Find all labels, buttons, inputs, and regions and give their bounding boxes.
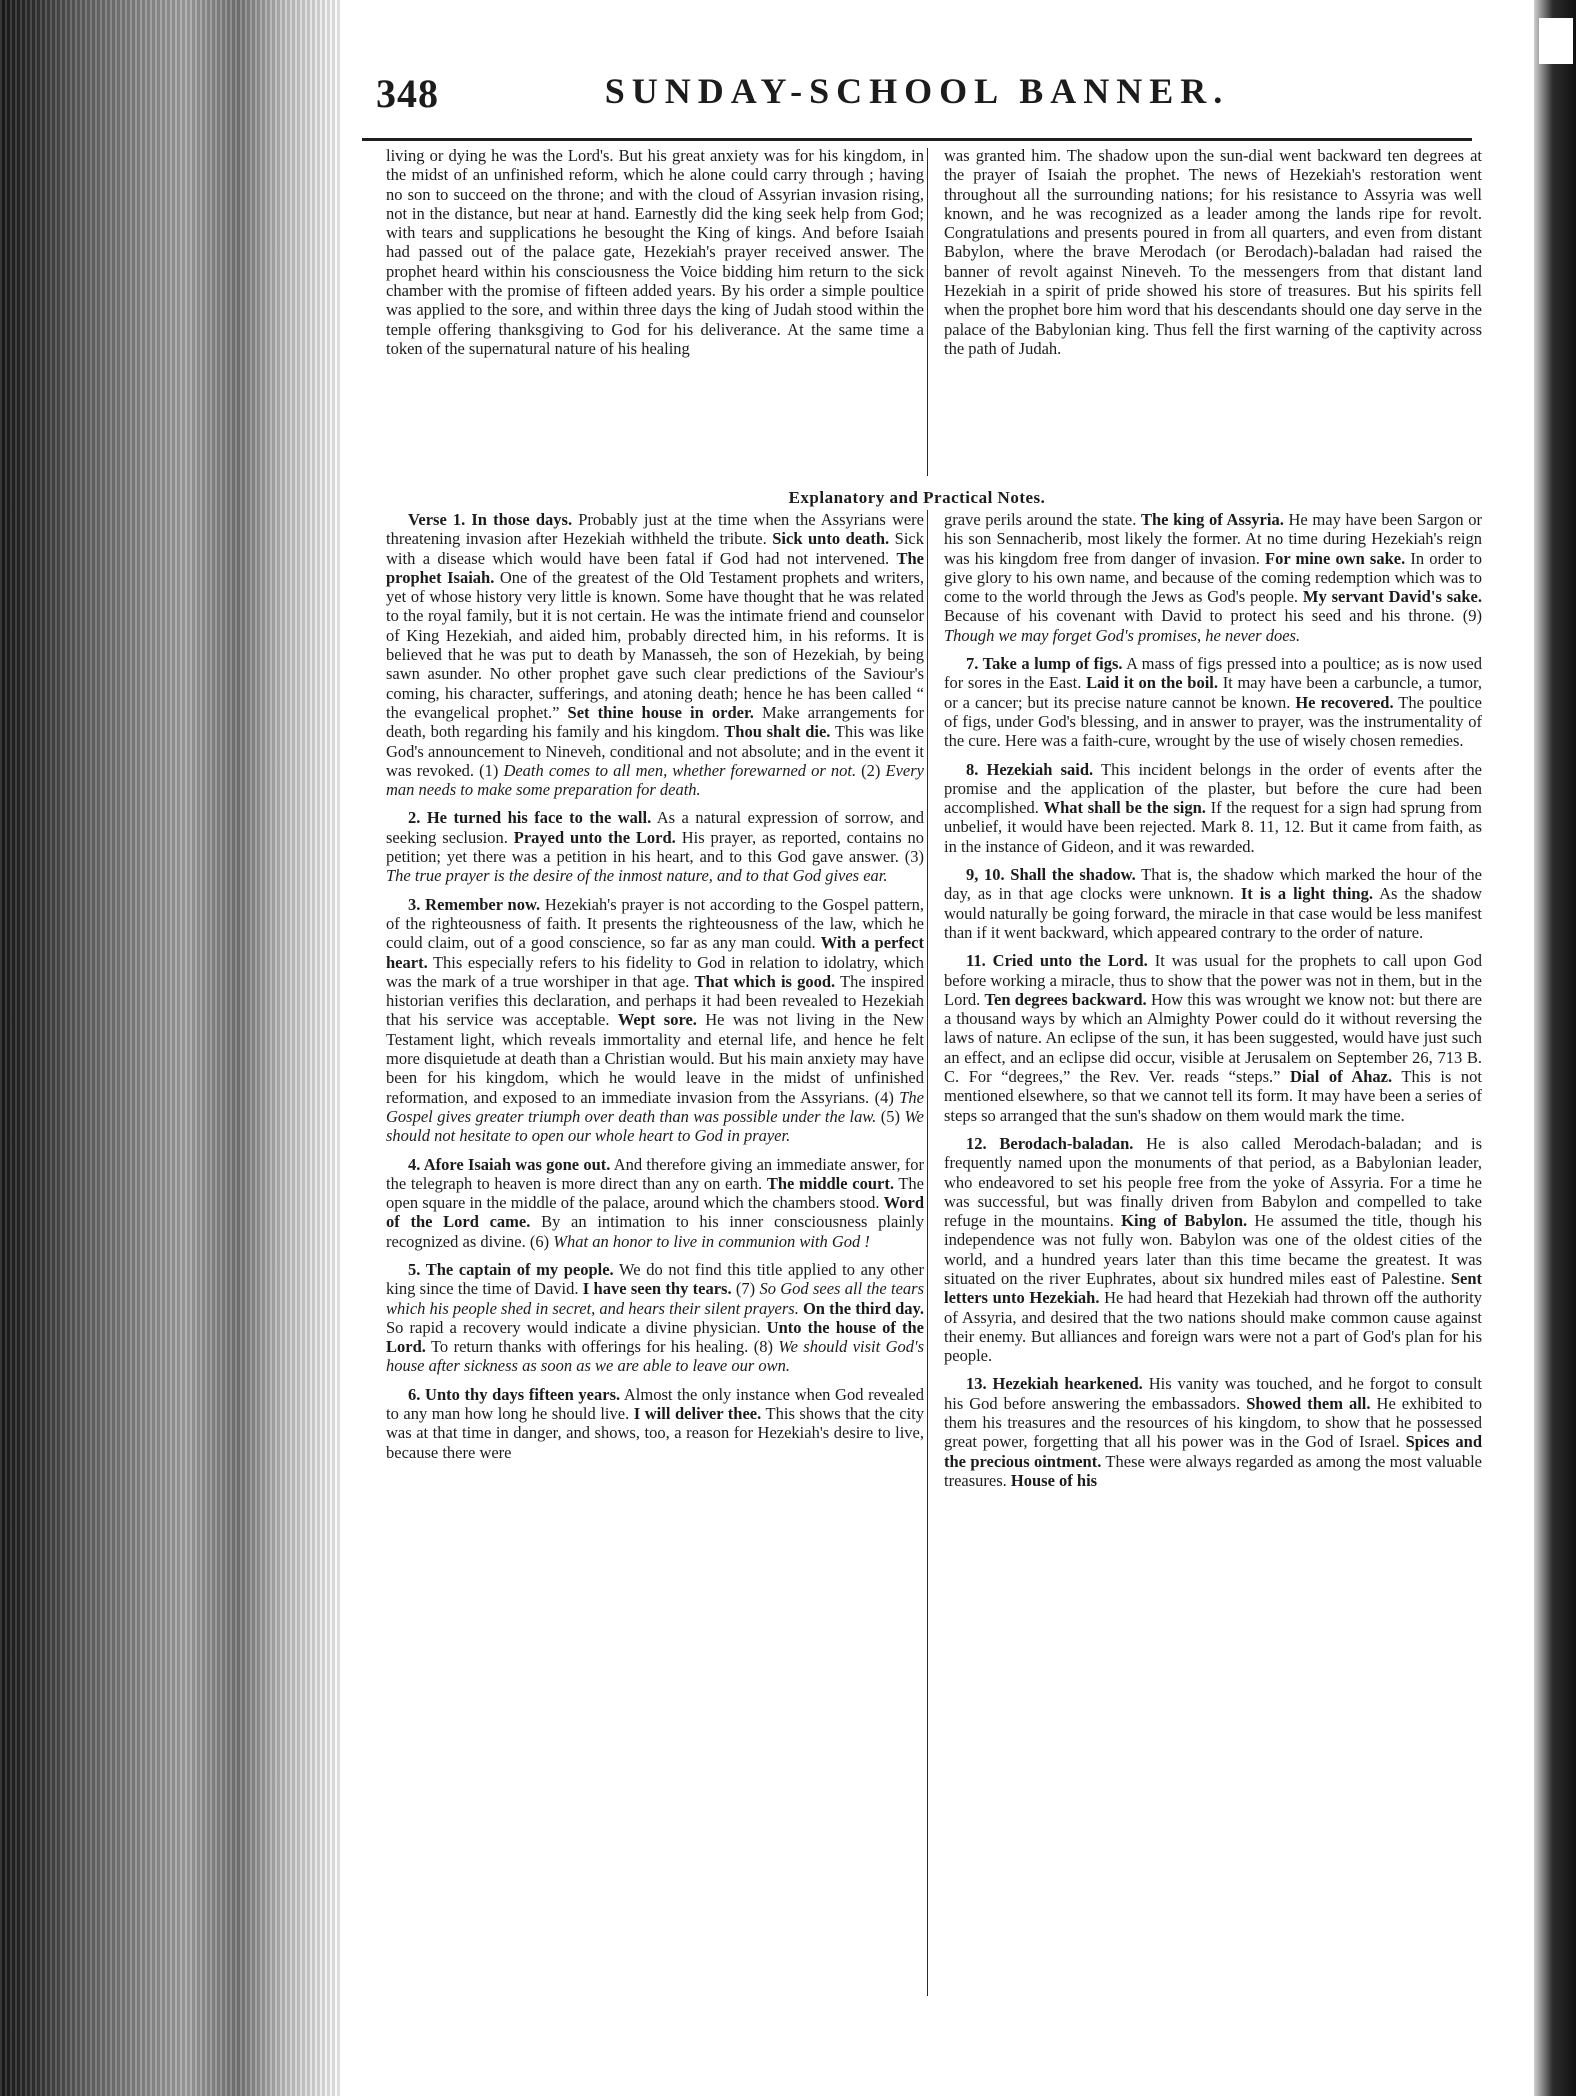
note-heading: 4. Afore Isaiah was gone out. (408, 1154, 611, 1174)
note-heading: 6. Unto thy days fifteen years. (408, 1384, 621, 1404)
notes-column-right (944, 510, 1482, 1490)
note-text: Hezekiah's prayer is not according to the Gospel pattern, of the righteousness of faith. It presents the righteousness of the law, which he could claim, out of a good conscience, so far as any man could. (386, 894, 924, 953)
note-text: Sick with a disease which would have been fatal if God had not intervened. (386, 529, 924, 568)
note-text: The open square in the middle of the palace, around which the chambers stood. (386, 1173, 924, 1213)
page-number: 348 (376, 71, 439, 116)
note-heading: Unto the house of the Lord. (386, 1317, 924, 1357)
note-text: Probably just at the time when the Assyrians were threatening invasion after Hezekiah withheld the tribute. (386, 510, 925, 549)
note-verse-8 (944, 760, 1482, 856)
intro-paragraph: was granted him. The shadow upon the sun-dial went backward ten degrees at the prayer of Isaiah the prophet. The news of Hezekiah's restoration went throughout all the surrounding nations; for his resistance to Assyria was well known, and he was recognized as a leader among the lands ripe for revolt. Congratulations and presents poured in from all quarters, and even from distant Babylon, where the brave Merodach (or Berodach)-baladan had raised the banner of revolt against Nineveh. To the messengers from that distant land Hezekiah in a spirit of pride showed his store of treasures. But his spirits fell when the prophet bore him word that his descendants should one day serve in the palace of the Babylonian king. Thus fell the first warning of the captivity across the path of Judah. (944, 146, 1482, 358)
note-heading: The king of Assyria. (1141, 510, 1284, 529)
note-text: He exhibited to them his treasures and the resources of his kingdom, to show that he possessed great power, forgetting that all his power was in the God of Israel. (944, 1393, 1483, 1452)
note-heading: 5. The captain of my people. (408, 1259, 614, 1279)
note-lesson: We should not hesitate to open our whole heart to God in prayer. (386, 1106, 925, 1146)
note-text: A mass of figs pressed into a poultice; as is now used for sores in the East. (944, 654, 1482, 693)
note-heading: Thou shalt die. (724, 722, 831, 742)
note-text: As the shadow would naturally be going forward, the miracle in that case would be less manifest than if it went backward, which appeared contrary to the order of nature. (944, 884, 1482, 942)
note-heading: For mine own sake. (1265, 548, 1406, 568)
note-lesson: Death comes to all men, whether forewarned or not. (503, 760, 857, 780)
note-text: This especially refers to his fidelity to God in relation to idolatry, which was the mark of a true worshiper in that age. (386, 952, 924, 991)
note-text: To return thanks with offerings for his healing. (8) (425, 1337, 779, 1357)
note-text: We do not find this title applied to any other king since the time of David. (386, 1259, 924, 1299)
note-heading: 13. Hezekiah hearkened. (966, 1374, 1143, 1394)
note-heading: House of his (1010, 1470, 1098, 1490)
note-lesson: We should visit God's house after sickness as soon as we are able to leave our own. (386, 1337, 924, 1376)
column-divider-top (927, 148, 928, 476)
note-heading: Set thine house in order. (567, 702, 754, 722)
note-text: And therefore giving an immediate answer, for the telegraph to heaven is more direct than any on earth. (386, 1154, 924, 1193)
document-page (362, 70, 1483, 1490)
intro-column-left (386, 146, 924, 358)
note-heading: On the third day. (802, 1298, 925, 1318)
note-lesson: So God sees all the tears which his people shed in secret, and hears their silent prayers. (386, 1279, 924, 1318)
note-heading: 11. Cried unto the Lord. (966, 951, 1148, 971)
note-text: This shows that the city was at that time in danger, and shows, too, a reason for Hezekiah's desire to live, because there were (386, 1404, 925, 1462)
note-heading: Word of the Lord came. (386, 1193, 924, 1232)
note-heading: 8. Hezekiah said. (966, 759, 1094, 779)
note-heading: Ten degrees backward. (984, 989, 1147, 1009)
note-heading: That which is good. (694, 971, 836, 991)
note-heading: 2. He turned his face to the wall. (408, 808, 652, 828)
note-verse-4 (386, 1155, 924, 1251)
note-heading: Laid it on the boil. (1086, 673, 1219, 693)
section-heading: Explanatory and Practical Notes. (788, 488, 1046, 507)
column-divider-notes (927, 510, 928, 1996)
page-header (362, 70, 1472, 130)
note-lesson: The true prayer is the desire of the inmost nature, and to that God gives ear. (386, 866, 888, 886)
note-text: Because of his covenant with David to protect his seed and his throne. (9) (944, 606, 1482, 626)
header-rule (362, 138, 1472, 141)
note-heading: What shall be the sign. (1043, 798, 1206, 818)
note-text: He is also called Merodach-baladan; and is frequently named upon the monuments of that period, as a Babylonian leader, who endeavored to set his people free from the yoke of Assyria. For a time he was successful, but was finally driven from Babylon and compelled to take refuge in the mountains. (944, 1133, 1483, 1231)
note-text: If the request for a sign had sprung from unbelief, it would have been rejected. Mark 8. 11, 12. But it came from faith, as in the instance of Gideon, and it was rewarded. (944, 798, 1482, 856)
note-text: (7) (731, 1279, 760, 1299)
note-heading: My servant David's sake. (1302, 587, 1483, 607)
note-text: His prayer, as reported, contains no petition; yet there was a petition in his heart, and to this God gave answer. (3) (386, 827, 925, 867)
note-text: Make arrangements for death, both regarding his family and his kingdom. (386, 702, 924, 742)
note-heading: Dial of Ahaz. (1290, 1067, 1393, 1087)
note-heading: I will deliver thee. (633, 1404, 762, 1424)
intro-paragraph: living or dying he was the Lord's. But his great anxiety was for his kingdom, in the midst of an unfinished reform, which he alone could carry through ; having no son to succeed on the throne; and with the cloud of Assyrian invasion rising, not in the distance, but near at hand. Earnestly did the king seek help from God; with tears and supplications he besought the King of kings. And before Isaiah had passed out of the palace gate, Hezekiah's prayer received answer. The prophet heard within his consciousness the Voice bidding him return to the sick chamber with the promise of fifteen added years. By his order a simple poultice was applied to the sore, and within three days the king of Judah stood within the temple offering thanksgiving to God for his deliverance. At the same time a token of the supernatural nature of his healing (386, 146, 924, 358)
note-text: How this was wrought we know not: but there are a thousand ways by which an Almighty Power could do it without reversing the laws of nature. An eclipse of the sun, it has been suggested, would have just such an effect, and an eclipse did occur, visible at Jerusalem on September 26, 713 B. C. For “degrees,” the Rev. Ver. reads “steps.” (944, 989, 1482, 1087)
note-text: He had heard that Hezekiah had thrown off the authority of Assyria, and desired that the two nations should make common cause against their enemy. But alliances and foreign wars were not a part of God's plan for his people. (944, 1288, 1482, 1366)
note-heading: I have seen thy tears. (582, 1279, 732, 1299)
note-heading: Sent letters unto Hezekiah. (944, 1268, 1482, 1308)
note-text: So rapid a recovery would indicate a divine physician. (386, 1317, 767, 1337)
intro-column-right (944, 146, 1482, 358)
note-text: In order to give glory to his own name, and because of the coming redemption which was to come to the world through the Jews as God's people. (944, 548, 1482, 607)
note-text: He assumed the title, though his independence was not fully won. Babylon was one of the oldest cities of the world, and a hundred years later than this time became the greatest. It was situated on the river Euphrates, about six hundred miles east of Palestine. (944, 1211, 1482, 1288)
note-heading: Verse 1. In those days. (408, 510, 573, 529)
note-heading: Prayed unto the Lord. (513, 827, 676, 847)
note-verse-6 (386, 1385, 924, 1462)
note-heading: Wept sore. (617, 1010, 697, 1030)
note-text: Almost the only instance when God revealed to any man how long he should live. (386, 1384, 924, 1424)
note-verse-2 (386, 808, 924, 885)
note-verse-13 (944, 1374, 1482, 1490)
note-text: grave perils around the state. (944, 510, 1141, 529)
note-lesson: Though we may forget God's promises, he never does. (944, 625, 1301, 645)
note-heading: 3. Remember now. (408, 894, 541, 914)
note-text: This is not mentioned elsewhere, so that we cannot tell its form. It may have been a series of steps so arranged that the sun's shadow on them would mark the time. (944, 1067, 1482, 1125)
note-text: (2) (856, 760, 886, 780)
note-heading: Sick unto death. (772, 529, 890, 549)
note-verse-9-10 (944, 865, 1482, 942)
note-lesson: What an honor to live in communion with God ! (553, 1231, 870, 1251)
running-title: SUNDAY-SCHOOL BANNER. (604, 71, 1230, 111)
note-verse-12 (944, 1134, 1482, 1366)
notes-column-left (386, 510, 924, 1462)
note-heading: 7. Take a lump of figs. (966, 654, 1123, 674)
note-heading: The middle court. (766, 1173, 894, 1193)
note-text: This was like God's announcement to Nineveh, conditional and not absolute; and in the event it was revoked. (1) (386, 722, 924, 780)
note-text: The poultice of figs, under God's blessing, and in answer to prayer, was the instrumentality of the cure. Here was a faith-cure, wrought by the use of wisely chosen remedies. (944, 692, 1482, 751)
note-lesson: The Gospel gives greater triumph over death than was possible under the law. (386, 1087, 924, 1126)
note-verse-5 (386, 1260, 924, 1376)
note-text: One of the greatest of the Old Testament prophets and writers, yet of whose history very little is known. Some have thought that he was related to the royal family, but it is not certain. He was the intimate friend and counselor of King Hezekiah, and aided him, probably directed him, in his reforms. It is believed that he was put to death by Manasseh, the son of Hezekiah, by being sawn asunder. No other prophet gave such clear predictions of the Saviour's coming, his character, sufferings, and atoning death; hence he has been called “ the evangelical prophet.” (386, 567, 924, 722)
note-heading: King of Babylon. (1121, 1211, 1248, 1231)
note-heading: Spices and the precious ointment. (944, 1432, 1483, 1471)
note-text: He was not living in the New Testament light, which reveals immortality and eternal life, and hence he felt more disquietude at death than a Christian would. But his main anxiety may have been for his kingdom, which he would leave in the midst of unfinished reformation, and exposed to an immediate invasion from the Assyrians. (4) (386, 1010, 924, 1107)
note-heading: He recovered. (1295, 692, 1394, 712)
note-text: He may have been Sargon or his son Sennacherib, most likely the former. At no time during Hezekiah's reign was his kingdom free from danger of invasion. (944, 510, 1483, 568)
page-tab (1539, 18, 1573, 64)
note-verse-7 (944, 654, 1482, 750)
note-verse-1 (386, 510, 924, 799)
note-heading: It is a light thing. (1240, 884, 1373, 904)
book-gutter (0, 0, 340, 2096)
note-text: These were always regarded as among the most valuable treasures. (944, 1451, 1482, 1490)
note-text: That is, the shadow which marked the hour of the day, as in that age clocks were unknown. (944, 865, 1482, 904)
note-text: It may have been a carbuncle, a tumor, or a cancer; but its precise nature cannot be known. (944, 673, 1482, 712)
note-heading: Showed them all. (1246, 1393, 1371, 1413)
note-verse-11 (944, 951, 1482, 1125)
note-lesson: Every man needs to make some preparation for death. (386, 760, 924, 800)
note-text: As a natural expression of sorrow, and seeking seclusion. (386, 808, 924, 847)
page-edge (1534, 0, 1576, 2096)
note-text: His vanity was touched, and he forgot to consult his God before answering the embassadors. (944, 1374, 1482, 1413)
note-text: It was usual for the prophets to call upon God before working a miracle, thus to show that the power was not in them, but in the Lord. (944, 951, 1482, 1009)
note-verse-6-continued (944, 510, 1482, 645)
note-heading: 12. Berodach-baladan. (966, 1133, 1134, 1153)
note-text: The inspired historian verifies this declaration, and perhaps it had been revealed to Hezekiah that his service was acceptable. (386, 971, 924, 1030)
note-heading: 9, 10. Shall the shadow. (966, 865, 1136, 885)
note-text: This incident belongs in the order of events after the promise and the application of the plaster, but before the cure had been accomplished. (944, 759, 1482, 818)
note-text: By an intimation to his inner consciousness plainly recognized as divine. (6) (386, 1212, 925, 1251)
note-heading: The prophet Isaiah. (386, 548, 924, 587)
note-verse-3 (386, 895, 924, 1146)
note-text: (5) (876, 1106, 905, 1126)
note-heading: With a perfect heart. (386, 933, 925, 972)
